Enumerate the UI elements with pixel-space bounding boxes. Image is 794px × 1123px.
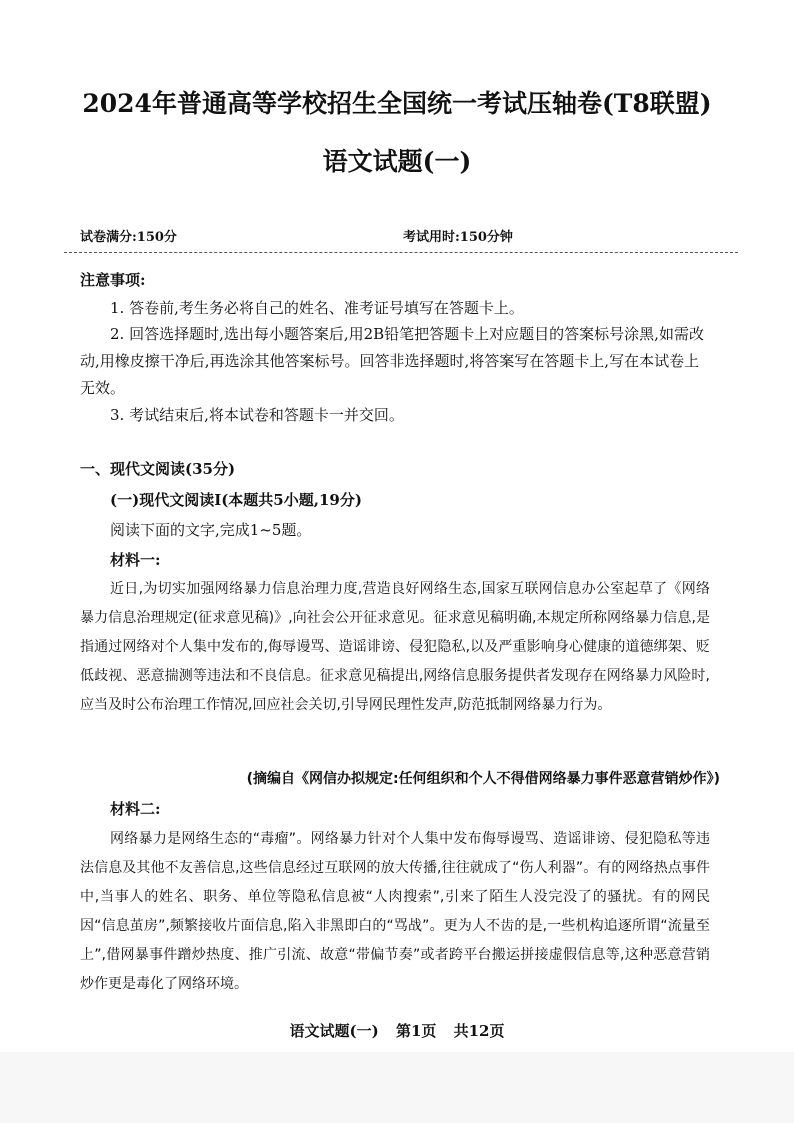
page-footer [0, 1020, 794, 1041]
reading-instruction: 阅读下面的文字,完成1~5题。 [110, 521, 312, 539]
sub-section-heading: (一)现代文阅读Ⅰ(本题共5小题,19分) [110, 491, 362, 509]
total-score: 试卷满分:150分 [80, 230, 177, 245]
exam-time: 考试用时:150分钟 [403, 230, 513, 245]
note-item-1: 1. 答卷前,考生务必将自己的姓名、准考证号填写在答题卡上。 [110, 299, 524, 317]
page-bottom-margin [0, 1052, 794, 1123]
paper-subtitle: 语文试题(一) [322, 147, 472, 176]
material-2-label: 材料二: [110, 800, 161, 818]
section-heading: 一、现代文阅读(35分) [80, 460, 236, 478]
footer-page-number: 第1页 [395, 1022, 437, 1040]
material-1-source: (摘编自《网信办拟规定:任何组织和个人不得借网络暴力事件恶意营销炒作》) [246, 771, 720, 787]
material-1-text: 近日,为切实加强网络暴力信息治理力度,营造良好网络生态,国家互联网信息办公室起草了《网络暴力信息治理规定(征求意见稿)》,向社会公开征求意见。征求意见稿明确,本规定所称网络暴力信息,是指通过网络对个人集中发布的,侮辱谩骂、造谣诽谤、侵犯隐私,以及严重影响身心健康的道德绑架、贬低歧视、恶意揣测等违法和不良信息。征求意见稿提出,网络信息服务提供者发现存在网络暴力风险时,应当及时公布治理工作情况,回应社会关切,引导网民理性发声,防范抵制网络暴力行为。 [80, 581, 710, 713]
footer-total-pages: 共12页 [453, 1022, 505, 1040]
footer-paper-name: 语文试题(一) [289, 1022, 379, 1040]
material-2-text: 网络暴力是网络生态的“毒瘤”。网络暴力针对个人集中发布侮辱谩骂、造谣诽谤、侵犯隐私等违法信息及其他不友善信息,这些信息经过互联网的放大传播,往往就成了“伤人利器”。有的网络热点事件中,当事人的姓名、职务、单位等隐私信息被“人肉搜索”,引来了陌生人没完没了的骚扰。有的网民因“信息茧房”,频繁接收片面信息,陷入非黑即白的“骂战”。更为人不齿的是,一些机构追逐所谓“流量至上”,借网暴事件蹭炒热度、推广引流、故意“带偏节奏”或者跨平台搬运拼接虚假信息等,这种恶意营销炒作更是毒化了网络环境。 [80, 831, 710, 992]
exam-title: 2024年普通高等学校招生全国统一考试压轴卷(T8联盟) [82, 89, 712, 118]
note-item-2: 2. 回答选择题时,选出每小题答案后,用2B铅笔把答题卡上对应题目的答案标号涂黑,如需改动,用橡皮擦干净后,再选涂其他答案标号。回答非选择题时,将答案写在答题卡上,写在本试卷上无效。 [80, 325, 704, 397]
notes-heading: 注意事项: [80, 271, 146, 289]
material-1-label: 材料一: [110, 551, 161, 569]
note-item-3: 3. 考试结束后,将本试卷和答题卡一并交回。 [110, 406, 404, 424]
divider [64, 252, 738, 253]
